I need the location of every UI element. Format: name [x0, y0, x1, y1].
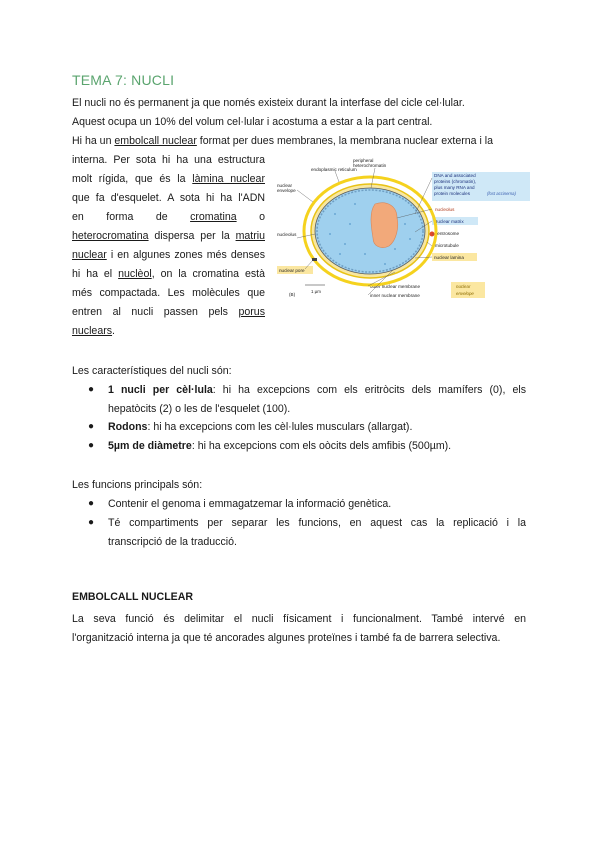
feature-2-text: : hi ha excepcions com les cèl·lules musculars (allargat). — [147, 421, 413, 433]
wrap-line-4 — [72, 210, 265, 224]
features-intro: Les característiques del nucli són: — [72, 365, 232, 377]
wrap-text: i en algunes zones més denses — [106, 249, 265, 261]
feature-2-line — [108, 420, 412, 434]
intro-text: format per dues membranes, la membrana nuclear externa i la — [196, 135, 494, 147]
feature-2-bold: Rodons — [108, 421, 148, 433]
feature-3-line — [108, 439, 451, 453]
label-nuclear-envelope-2: envelope — [277, 188, 296, 193]
wrap-line-9 — [72, 305, 265, 319]
wrap-text: molt rígida, que és la — [72, 173, 193, 185]
feature-1-line-2: hepatòcits (2) o les de l'esquelet (100). — [108, 403, 291, 415]
term-nuclears: nuclears — [72, 325, 113, 337]
function-1-line: Contenir el genoma i emmagatzemar la informació genètica. — [108, 498, 392, 510]
wrap-text: , on la cromatina està — [151, 268, 265, 280]
wrap-line-8: més compactada. Les molècules que — [72, 287, 265, 299]
label-outer-membrane: outer nuclear membrane — [370, 284, 421, 289]
term-cromatina: cromatina — [190, 211, 237, 223]
functions-intro: Les funcions principals són: — [72, 479, 203, 491]
wrap-line-6 — [72, 248, 265, 262]
label-inner-membrane: inner nuclear membrane — [370, 293, 420, 298]
wrap-line-3: que fa d'esquelet. A sota hi ha l'ADN — [72, 192, 265, 204]
label-envelope-2: envelope — [456, 291, 474, 296]
section2-line-2: l'organització interna ja que té ancorades algunes proteïnes i també fa de barrera selectiva. — [72, 632, 501, 644]
wrap-line-10 — [72, 324, 115, 338]
bullet-icon: ● — [88, 498, 95, 509]
label-nuclear-matrix: Nuclear matrix — [434, 219, 464, 224]
label-envelope-1: nuclear — [456, 284, 471, 289]
intro-text: Hi ha un — [72, 135, 115, 147]
function-2-line-2: transcripció de la traducció. — [108, 536, 237, 548]
bullet-icon: ● — [88, 384, 95, 395]
label-er: endoplasmic reticulum — [311, 167, 357, 172]
label-panel: (B) — [289, 292, 296, 297]
bullet-icon: ● — [88, 440, 95, 451]
intro-line-3 — [72, 134, 493, 148]
label-nuclear-lamina: nuclear lamina — [434, 255, 464, 260]
term-heterocromatina: heterocromatina — [72, 230, 149, 242]
wrap-line-2 — [72, 172, 265, 186]
label-scale: 1 µm — [311, 289, 321, 294]
wrap-text: . — [112, 325, 115, 337]
term-matriu: matriu — [235, 230, 265, 242]
wrap-text: o — [236, 211, 265, 223]
term-embolcall-nuclear: embolcall nuclear — [114, 135, 197, 147]
bullet-icon: ● — [88, 517, 95, 528]
label-peripheral: peripheral — [353, 158, 374, 163]
nucleoplasm — [315, 188, 425, 274]
label-nuclear-pore: nuclear pore — [279, 268, 305, 273]
label-nucleolus-right: nucleolus — [435, 207, 455, 212]
bullet-icon: ● — [88, 421, 95, 432]
label-dna-3: plus many RNA and — [434, 185, 475, 190]
nucleolus-shape — [371, 203, 398, 248]
label-dna-note: (fost accinerna) — [487, 191, 516, 196]
label-heterochromatin: heterochromatin — [353, 163, 387, 168]
wrap-text: entren al nucli passen pels — [72, 306, 239, 318]
term-porus: porus — [238, 306, 265, 318]
label-dna-1: DNA and associated — [434, 173, 476, 178]
nucleus-diagram — [275, 154, 533, 304]
wrap-line-5 — [72, 229, 265, 243]
wrap-line-1: interna. Per sota hi ha una estructura — [72, 154, 265, 166]
wrap-text: en forma de — [72, 211, 191, 223]
label-dna-4: protein molecules — [434, 191, 471, 196]
term-lamina-nuclear: làmina nuclear — [192, 173, 265, 185]
label-dna-2: proteins (chromatin), — [434, 179, 477, 184]
function-2-line-1: Té compartiments per separar les funcions, en aquest cas la replicació i la — [108, 517, 526, 529]
feature-1-line-1 — [108, 383, 526, 397]
wrap-text: hi ha el — [72, 268, 119, 280]
feature-3-text: : hi ha excepcions com els oòcits dels amfibis (500µm). — [191, 440, 452, 452]
wrap-text: dispersa per la — [148, 230, 236, 242]
feature-1-text: : hi ha excepcions com els eritròcits dels mamífers (0), els — [212, 384, 526, 396]
term-nuclear: nuclear — [72, 249, 107, 261]
label-nucleolus-left: nucleolus — [277, 232, 297, 237]
label-nuclear-envelope-1: nuclear — [277, 183, 293, 188]
page-title: TEMA 7: NUCLI — [72, 72, 175, 88]
section-heading: EMBOLCALL NUCLEAR — [72, 591, 194, 603]
intro-line-1: El nucli no és permanent ja que només existeix durant la interfase del cicle cel·lular. — [72, 97, 465, 109]
section2-line-1: La seva funció és delimitar el nucli físicament i funcionalment. També intervé en — [72, 613, 526, 625]
label-centrosome: centrosome — [435, 231, 460, 236]
term-nucleol: nuclèol — [118, 268, 152, 280]
wrap-line-7 — [72, 267, 265, 281]
feature-3-bold: 5µm de diàmetre — [108, 440, 192, 452]
intro-line-2: Aquest ocupa un 10% del volum cel·lular i acostuma a estar a la part central. — [72, 116, 433, 128]
label-microtubule: microtubule — [435, 243, 459, 248]
feature-1-bold: 1 nucli per cèl·lula — [108, 384, 213, 396]
